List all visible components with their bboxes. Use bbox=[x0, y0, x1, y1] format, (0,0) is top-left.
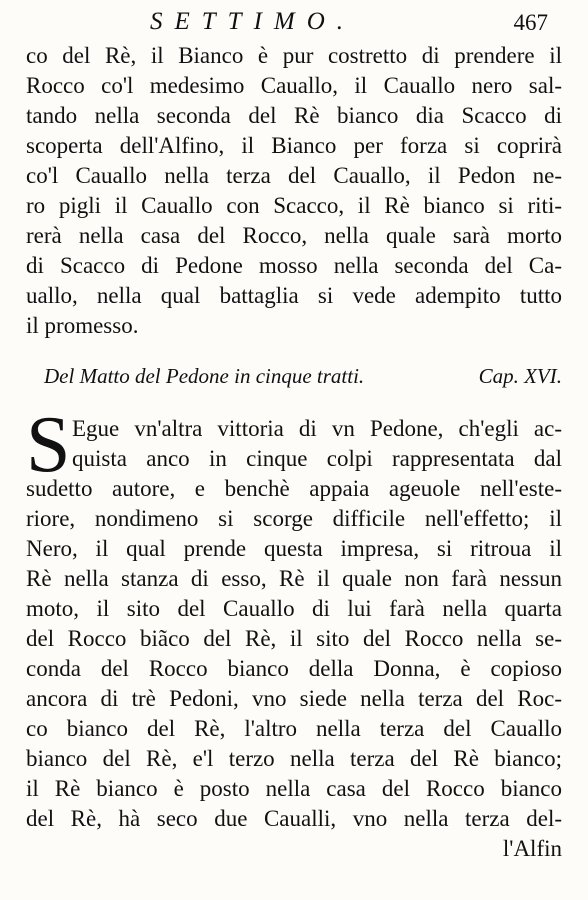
page-header bbox=[0, 6, 588, 36]
text-line: ro pigli il Cauallo con Scacco, il Rè bianco si riti- bbox=[26, 193, 562, 218]
drop-cap: S bbox=[26, 401, 71, 489]
text-line: tando nella seconda del Rè bianco dia Scacco di bbox=[26, 103, 562, 128]
text-line: Rocco co'l medesimo Cauallo, il Cauallo nero sal- bbox=[26, 73, 562, 98]
chapter-title: Del Matto del Pedone in cinque tratti. bbox=[44, 364, 365, 388]
text-line: scoperta dell'Alfino, il Bianco per forza si coprirà bbox=[26, 133, 562, 158]
text-line: del Rocco biãco del Rè, il sito del Rocco nella se- bbox=[26, 626, 562, 651]
text-line: sudetto autore, e benchè appaia ageuole nell'este- bbox=[26, 476, 562, 501]
text-line: Rè nella stanza di esso, Rè il quale non farà nessun bbox=[26, 566, 562, 591]
text-line: Nero, il qual prende questa impresa, si ritroua il bbox=[26, 536, 562, 561]
text-line: bianco del Rè, e'l terzo nella terza del Rè bianco; bbox=[26, 746, 562, 771]
text-line: del Rè, hà seco due Caualli, vno nella terza del- bbox=[26, 806, 562, 831]
text-line: co'l Cauallo nella terza del Cauallo, il Pedon ne- bbox=[26, 163, 562, 188]
text-line: Egue vn'altra vittoria di vn Pedone, ch'egli ac- bbox=[72, 416, 562, 441]
text-line: ancora di trè Pedoni, vno siede nella terza del Roc- bbox=[26, 686, 562, 711]
text-line: rerà nella casa del Rocco, nella quale sarà morto bbox=[26, 223, 562, 248]
chapter-heading bbox=[44, 361, 562, 391]
text-line: il Rè bianco è posto nella casa del Rocco bianco bbox=[26, 776, 562, 801]
text-line: l'Alfin bbox=[502, 836, 562, 861]
text-line: il promesso. bbox=[26, 313, 139, 338]
running-head: SETTIMO. bbox=[150, 8, 356, 35]
text-line: moto, il sito del Cauallo di lui farà nella quarta bbox=[26, 596, 562, 621]
text-line: conda del Rocco bianco della Donna, è copioso bbox=[26, 656, 562, 681]
text-line: quista anco in cinque colpi rappresentata dal bbox=[72, 446, 562, 471]
text-line: riore, nondimeno si scorge difficile nell'effetto; il bbox=[26, 506, 562, 531]
text-line: uallo, nella qual battaglia si vede adempito tutto bbox=[26, 283, 562, 308]
text-line: di Scacco di Pedone mosso nella seconda del Ca- bbox=[26, 253, 562, 278]
text-line: co del Rè, il Bianco è pur costretto di prendere il bbox=[26, 43, 562, 68]
chapter-number: Cap. XVI. bbox=[478, 364, 562, 388]
paragraph-1 bbox=[26, 41, 562, 341]
text-line: co bianco del Rè, l'altro nella terza del Cauallo bbox=[26, 716, 562, 741]
paragraph-2 bbox=[26, 414, 562, 864]
page-number: 467 bbox=[513, 10, 548, 35]
